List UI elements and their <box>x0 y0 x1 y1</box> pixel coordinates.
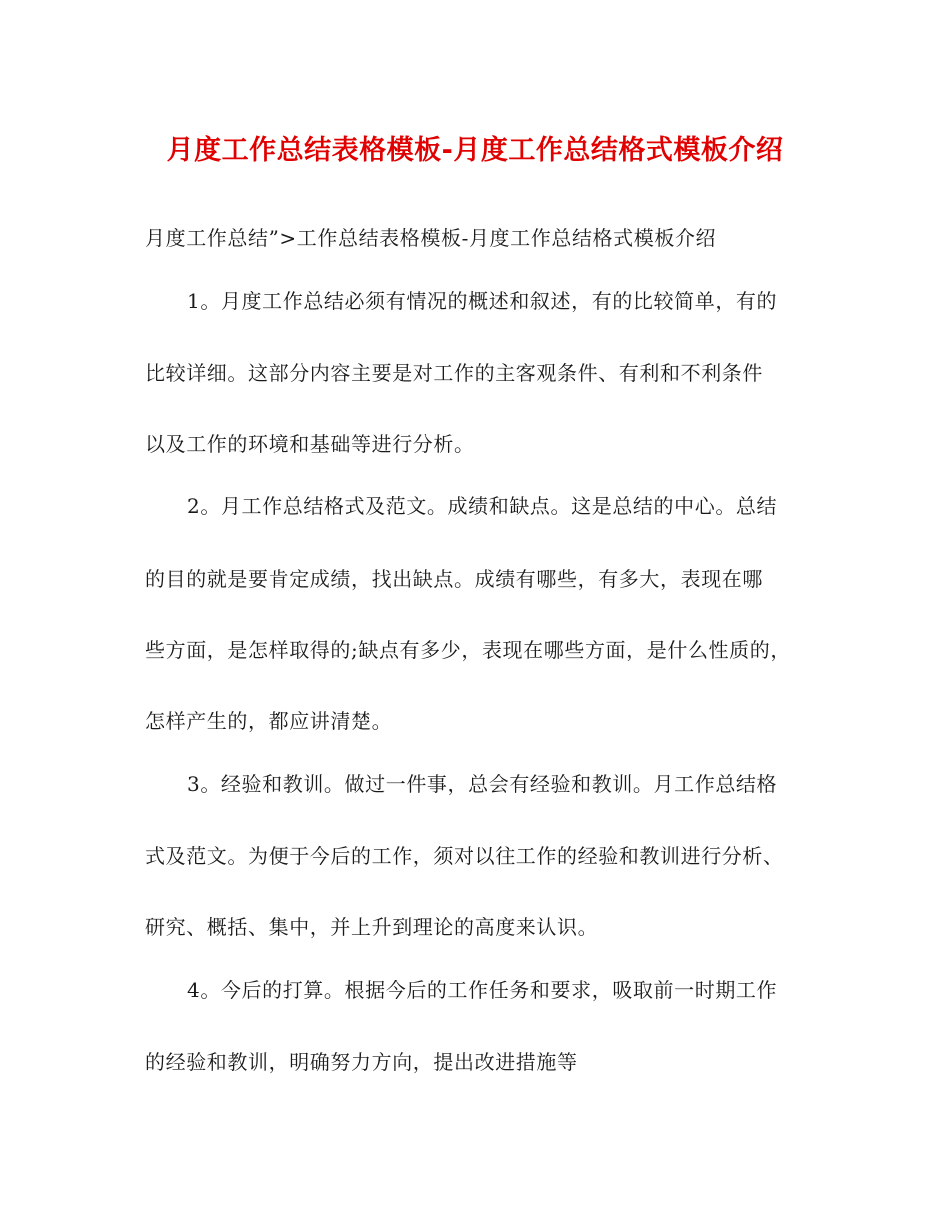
paragraph-3-line-1: 3。经验和教训。做过一件事，总会有经验和教训。月工作总结格 <box>187 772 778 796</box>
paragraph-1-line-2: 比较详细。这部分内容主要是对工作的主客观条件、有利和不利条件 <box>145 361 763 385</box>
document-title: 月度工作总结表格模板-月度工作总结格式模板介绍 <box>166 135 784 166</box>
paragraph-2-line-1: 2。月工作总结格式及范文。成绩和缺点。这是总结的中心。总结 <box>187 494 778 518</box>
paragraph-1-line-3: 以及工作的环境和基础等进行分析。 <box>145 432 475 456</box>
paragraph-4-line-2: 的经验和教训，明确努力方向，提出改进措施等 <box>145 1050 578 1074</box>
paragraph-4-line-1: 4。今后的打算。根据今后的工作任务和要求，吸取前一时期工作 <box>187 978 778 1002</box>
paragraph-2-line-4: 怎样产生的，都应讲清楚。 <box>145 709 393 733</box>
paragraph-1-line-1: 1。月度工作总结必须有情况的概述和叙述，有的比较简单，有的 <box>187 289 778 313</box>
intro-line: 月度工作总结”>工作总结表格模板-月度工作总结格式模板介绍 <box>145 226 717 250</box>
paragraph-2-line-2: 的目的就是要肯定成绩，找出缺点。成绩有哪些，有多大，表现在哪 <box>145 567 763 591</box>
paragraph-3-line-2: 式及范文。为便于今后的工作，须对以往工作的经验和教训进行分析、 <box>145 844 784 868</box>
paragraph-3-line-3: 研究、概括、集中，并上升到理论的高度来认识。 <box>145 915 599 939</box>
paragraph-2-line-3: 些方面，是怎样取得的;缺点有多少，表现在哪些方面，是什么性质的， <box>145 638 791 662</box>
